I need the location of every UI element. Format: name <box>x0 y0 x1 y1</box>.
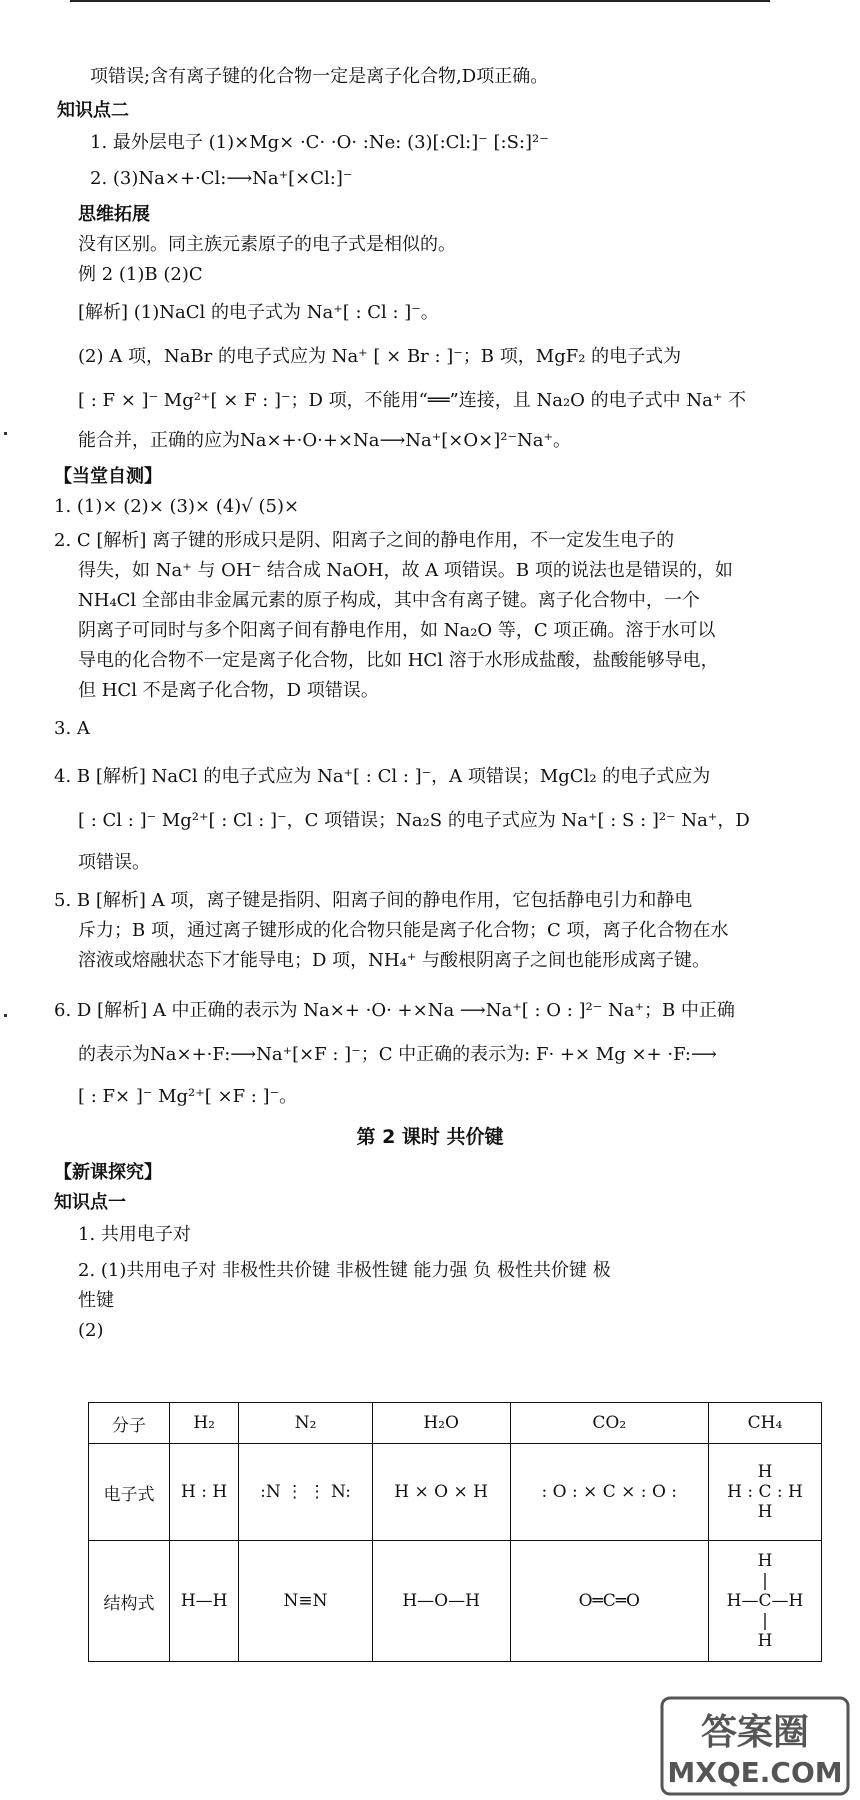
scan-speck <box>4 1014 7 1017</box>
row-label: 电子式 <box>89 1444 170 1541</box>
table-header-cell: CH₄ <box>709 1403 822 1444</box>
text-line: 项错误;含有离子键的化合物一定是离子化合物,D项正确。 <box>90 66 549 87</box>
text-line: 得失，如 Na⁺ 与 OH⁻ 结合成 NaOH，故 A 项错误。B 项的说法也是错误的，如 <box>78 560 733 581</box>
table-header-cell: 分子 <box>89 1403 170 1444</box>
text-line: 溶液或熔融状态下才能导电；D 项，NH₄⁺ 与酸根阴离子之间也能形成离子键。 <box>78 950 711 971</box>
molecule-table <box>88 1402 822 1662</box>
table-cell: O═C═O <box>510 1541 709 1662</box>
text-line: NH₄Cl 全部由非金属元素的原子构成，其中含有离子键。离子化合物中，一个 <box>78 590 700 611</box>
table-cell: H : H <box>170 1444 239 1541</box>
table-header-cell: H₂O <box>372 1403 510 1444</box>
table-cell: H × O × H <box>372 1444 510 1541</box>
ch4-middle: H : C : H <box>727 1482 803 1502</box>
ch4-bottom-atom: H <box>757 1502 773 1522</box>
text-line: [ : Cl : ]⁻ Mg²⁺[ : Cl : ]⁻，C 项错误；Na₂S 的电子式应为 Na⁺[ : S : ]²⁻ Na⁺，D <box>78 810 750 831</box>
table-cell: :N ⋮ ⋮ N: <box>239 1444 373 1541</box>
section-heading: 【当堂自测】 <box>54 466 162 487</box>
answer-line: 5. B [解析] A 项，离子键是指阴、阳离子间的静电作用，它包括静电引力和静电 <box>54 890 693 911</box>
text-line: 性键 <box>78 1290 114 1311</box>
table-header-cell: N₂ <box>239 1403 373 1444</box>
top-rule <box>70 0 770 2</box>
text-line: [ : F × ]⁻ Mg²⁺[ × F : ]⁻；D 项，不能用“══”连接，且 Na₂O 的电子式中 Na⁺ 不 <box>78 390 747 411</box>
text-line: 项错误。 <box>78 852 150 873</box>
answer-line: 1. (1)× (2)× (3)× (4)√ (5)× <box>54 496 300 517</box>
ch4-vertical-bond: | <box>762 1611 768 1631</box>
section-heading: 知识点一 <box>54 1192 126 1213</box>
answer-line: 2. C [解析] 离子键的形成只是阴、阳离子之间的静电作用，不一定发生电子的 <box>54 530 675 551</box>
table-cell: : O : × C × : O : <box>510 1444 709 1541</box>
table-cell <box>709 1541 822 1662</box>
text-line: [解析] (1)NaCl 的电子式为 Na⁺[ : Cl : ]⁻。 <box>78 302 439 323</box>
ch4-top-atom: H <box>757 1462 773 1482</box>
table-row <box>89 1541 822 1662</box>
text-line: 但 HCl 不是离子化合物，D 项错误。 <box>78 680 379 701</box>
scan-speck <box>4 432 7 435</box>
ch4-middle: H—C—H <box>726 1591 804 1611</box>
text-line: 1. 最外层电子 (1)×Mg× ·C· ·O· :Ne: (3)[:Cl:]⁻ [:S:]²⁻ <box>90 132 549 153</box>
watermark-text-2: MXQE.COM <box>667 1756 843 1789</box>
example-line: 例 2 (1)B (2)C <box>78 264 203 285</box>
answer-line: 3. A <box>54 718 90 739</box>
text-line: 斥力；B 项，通过离子键形成的化合物只能是离子化合物；C 项，离子化合物在水 <box>78 920 729 941</box>
text-line: 的表示为Na×+·F:⟶Na⁺[×F : ]⁻；C 中正确的表示为: F· +× Mg ×+ ·F:⟶ <box>78 1044 717 1065</box>
table-header-cell: H₂ <box>170 1403 239 1444</box>
answer-line: 4. B [解析] NaCl 的电子式应为 Na⁺[ : Cl : ]⁻，A 项错误；MgCl₂ 的电子式应为 <box>54 766 711 787</box>
section-heading: 知识点二 <box>57 100 129 121</box>
text-line: 阴离子可同时与多个阳离子间有静电作用，如 Na₂O 等，C 项正确。溶于水可以 <box>78 620 716 641</box>
ch4-vertical-bond: | <box>762 1571 768 1591</box>
table-header-row <box>89 1403 822 1444</box>
text-line: (2) <box>78 1320 104 1341</box>
text-line: [ : F× ]⁻ Mg²⁺[ ×F : ]⁻。 <box>78 1086 298 1107</box>
text-line: 2. (3)Na×+·Cl:⟶Na⁺[×Cl:]⁻ <box>90 168 353 189</box>
text-line: 2. (1)共用电子对 非极性共价键 非极性键 能力强 负 极性共价键 极 <box>78 1260 611 1281</box>
section-heading: 【新课探究】 <box>54 1162 162 1183</box>
ch4-bottom-atom: H <box>757 1631 773 1651</box>
text-line: 能合并，正确的应为Na×+·O·+×Na⟶Na⁺[×O×]²⁻Na⁺。 <box>78 430 571 451</box>
table-cell: N≡N <box>239 1541 373 1662</box>
table-row <box>89 1444 822 1541</box>
answer-line: 6. D [解析] A 中正确的表示为 Na×+ ·O· +×Na ⟶Na⁺[ : O : ]²⁻ Na⁺；B 中正确 <box>54 1000 735 1021</box>
table-cell <box>709 1444 822 1541</box>
table-header-cell: CO₂ <box>510 1403 709 1444</box>
subsection-heading: 思维拓展 <box>78 204 150 225</box>
text-line: 1. 共用电子对 <box>78 1224 191 1245</box>
text-line: 没有区别。同主族元素原子的电子式是相似的。 <box>78 234 456 255</box>
row-label: 结构式 <box>89 1541 170 1662</box>
text-line: 导电的化合物不一定是离子化合物，比如 HCl 溶于水形成盐酸，盐酸能够导电， <box>78 650 719 671</box>
lesson-title: 第 2 课时 共价键 <box>356 1126 504 1148</box>
ch4-top-atom: H <box>757 1551 773 1571</box>
table-cell: H—H <box>170 1541 239 1662</box>
text-line: (2) A 项，NaBr 的电子式应为 Na⁺ [ × Br : ]⁻；B 项，MgF₂ 的电子式为 <box>78 346 682 367</box>
table-cell: H—O—H <box>372 1541 510 1662</box>
watermark-text-1: 答案圈 <box>700 1712 810 1753</box>
watermark-logo <box>660 1696 850 1796</box>
